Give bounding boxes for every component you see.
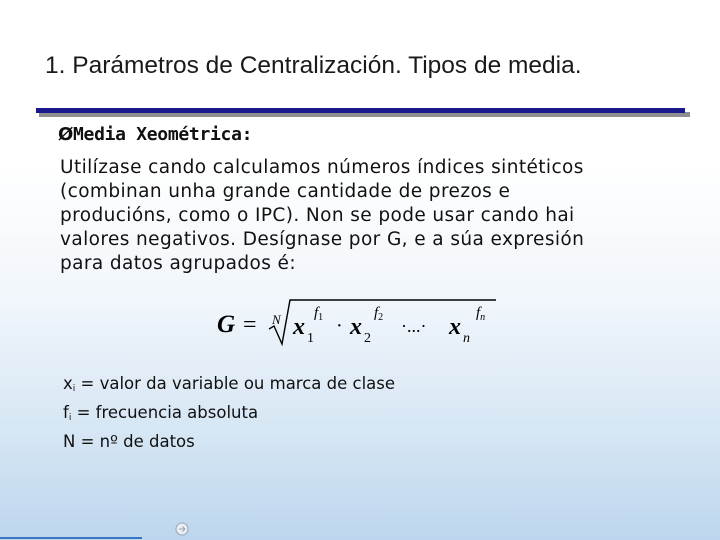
section-heading [58, 124, 252, 145]
paragraph-line: (combinan unha grande cantidade de prezos e [60, 181, 511, 202]
formula-equals: = [243, 312, 257, 338]
svg-text:f1 [314, 305, 323, 323]
navigation-circle-icon[interactable] [175, 522, 189, 536]
factor1-base: x [293, 314, 305, 340]
legend-item-f: $f_i$ = frecuencia absoluta [63, 403, 259, 423]
factor2-sub: 2 [364, 331, 371, 346]
factorn-exp: f [476, 305, 481, 321]
factor1-sub: 1 [307, 331, 314, 346]
legend-item-n: N = nº de datos [63, 432, 195, 451]
formula-lhs: G [217, 311, 236, 338]
factor2-exp-sub: 2 [378, 312, 384, 323]
factorn-base: x [449, 314, 461, 340]
factorn-sub: n [463, 331, 470, 346]
bullet-arrow-icon: Ø [58, 124, 74, 145]
factor2-base: x [350, 314, 362, 340]
svg-text:f2 [374, 305, 383, 323]
factor1-exp-sub: 1 [318, 312, 324, 323]
description-paragraph [60, 156, 680, 276]
heading-text: Media Xeométrica: [73, 124, 253, 145]
ellipsis-operator: ·...· [401, 316, 427, 336]
paragraph-line: valores negativos. Desígnase por G, e a súa expresión [60, 229, 585, 250]
variable-legend [63, 372, 395, 454]
root-index: N [272, 312, 281, 327]
geometric-mean-formula [214, 296, 504, 348]
slide-title: 1. Parámetros de Centralización. Tipos de media. [45, 52, 582, 79]
title-rule [36, 108, 685, 113]
footer-line [0, 537, 142, 539]
dot-operator: · [336, 315, 343, 337]
paragraph-line: producións, como o IPC). Non se pode usar cando hai [60, 205, 575, 226]
legend-item-x: $x_i$ = valor da variable ou marca de clase [63, 374, 396, 394]
svg-text:fn [476, 305, 485, 323]
factor2-exp: f [374, 305, 379, 321]
factorn-exp-sub: n [480, 312, 486, 323]
factor1-exp: f [314, 305, 319, 321]
paragraph-line: para datos agrupados é: [60, 253, 296, 274]
paragraph-line: Utilízase cando calculamos números índices sintéticos [60, 157, 584, 178]
